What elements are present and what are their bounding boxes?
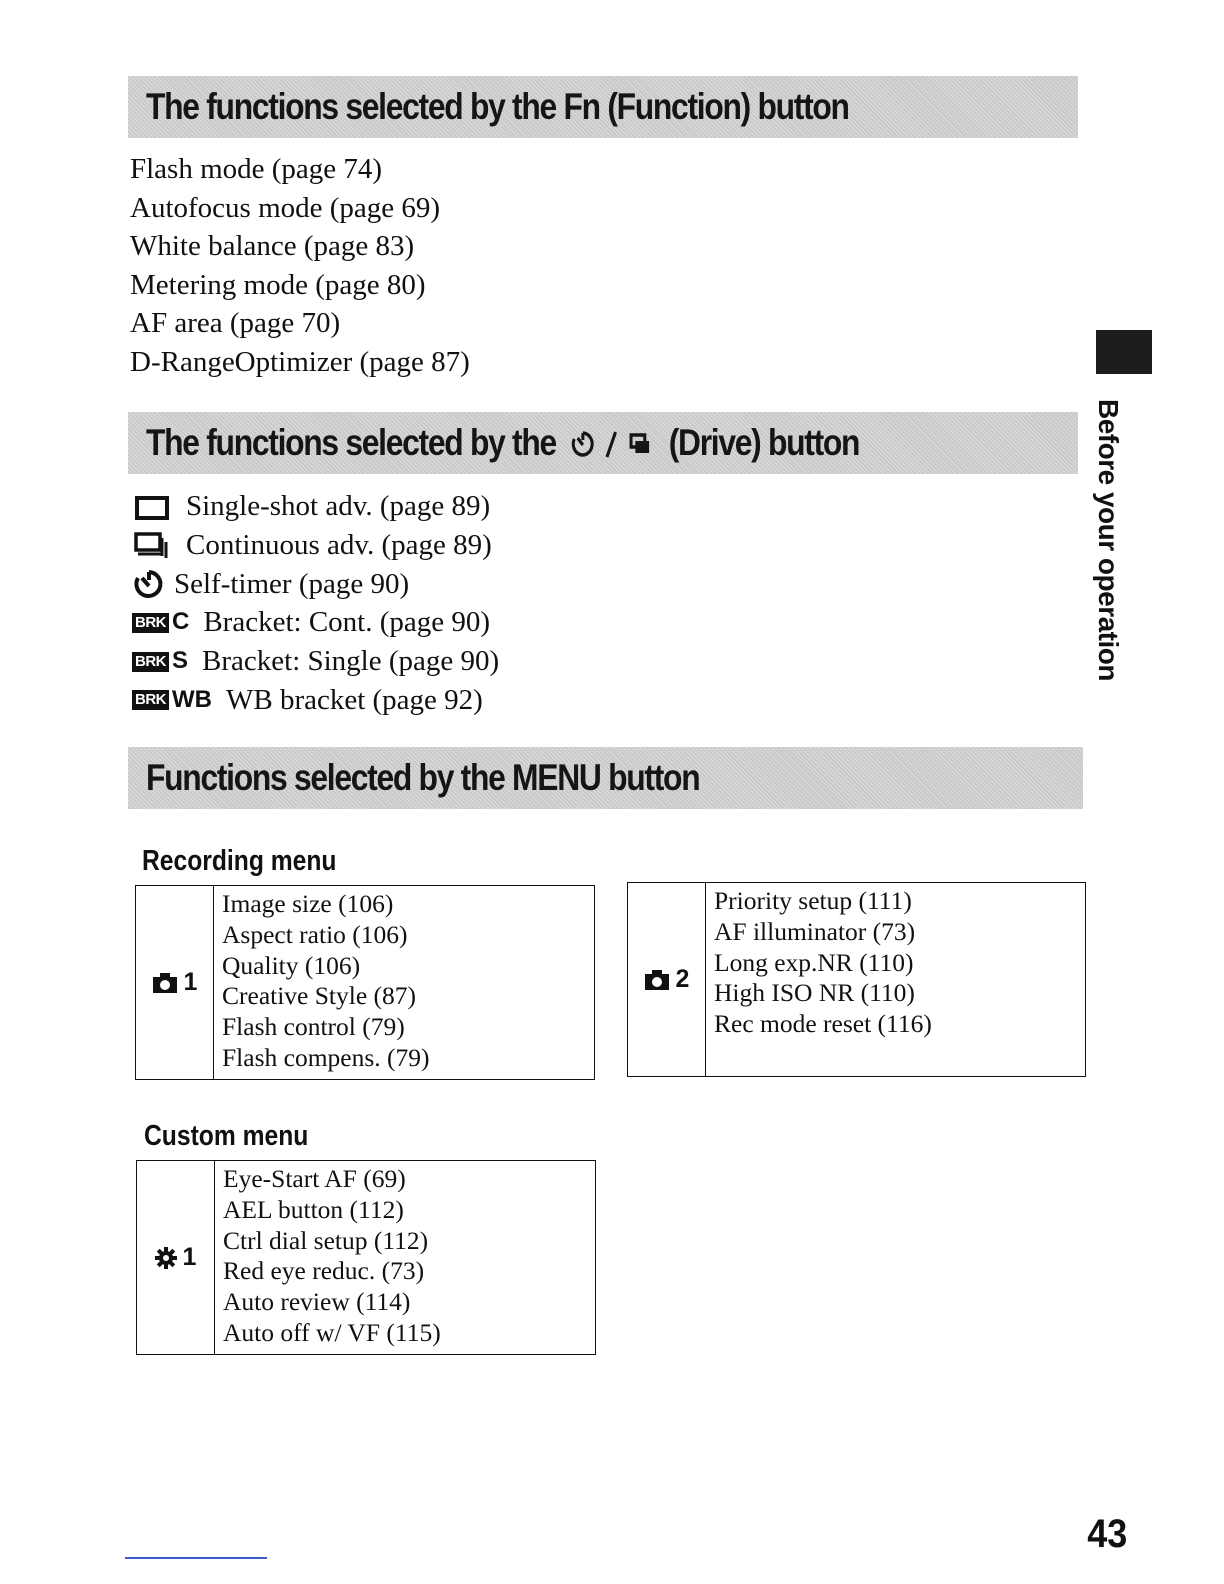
- menu-key: [136, 886, 214, 1079]
- single-shot-icon: [132, 491, 172, 521]
- fn-section-banner: [128, 76, 1078, 138]
- menu-item: Priority setup (111): [714, 886, 912, 915]
- menu-key-number: 1: [183, 968, 198, 996]
- chapter-side-label: [1088, 395, 1128, 685]
- menu-key-number: 2: [675, 965, 690, 993]
- brk-suffix: S: [172, 647, 189, 675]
- brk-badge: BRK: [132, 613, 169, 633]
- self-timer-icon: [570, 429, 596, 459]
- menu-item: AEL button (112): [223, 1194, 404, 1224]
- drive-section-title: [146, 422, 859, 464]
- recording-menu-heading: Recording menu: [142, 845, 337, 877]
- list-item: Autofocus mode (page 69): [130, 191, 441, 224]
- drive-item-label: WB bracket (page 92): [225, 683, 483, 716]
- menu-key: [628, 883, 706, 1076]
- menu-item: Long exp.NR (110): [714, 947, 914, 977]
- list-item: Metering mode (page 80): [130, 268, 426, 301]
- brk-suffix: WB: [172, 685, 212, 713]
- menu-items: [215, 1161, 441, 1354]
- menu-item: Red eye reduc. (73): [223, 1256, 425, 1286]
- menu-items: [706, 883, 932, 1076]
- continuous-icon: [132, 530, 172, 560]
- camera-icon: [152, 972, 178, 994]
- menu-items: [214, 886, 430, 1079]
- drive-title-before: The functions selected by the: [146, 422, 556, 463]
- list-item: White balance (page 83): [130, 230, 415, 262]
- menu-item: Auto review (114): [223, 1287, 411, 1317]
- bracket-icon: [132, 603, 189, 642]
- menu-item: Rec mode reset (116): [714, 1009, 932, 1039]
- continuous-icon: [628, 429, 652, 459]
- menu-section-title: Functions selected by the MENU button: [146, 757, 700, 798]
- recording-menu-table-1: [135, 885, 595, 1080]
- menu-section-banner: [128, 747, 1083, 809]
- chapter-side-label-text: Before your operation: [1093, 399, 1125, 681]
- drive-item-label: Bracket: Single (page 90): [202, 645, 500, 678]
- list-item: D-RangeOptimizer (page 87): [130, 345, 470, 378]
- bracket-icon: [132, 681, 212, 720]
- drive-item-label: Bracket: Cont. (page 90): [203, 606, 491, 639]
- drive-item-label: Single-shot adv. (page 89): [186, 490, 491, 522]
- brk-badge: BRK: [132, 690, 169, 710]
- menu-item: AF illuminator (73): [714, 916, 916, 946]
- drive-item-label: Continuous adv. (page 89): [186, 528, 492, 561]
- menu-item: Ctrl dial setup (112): [223, 1225, 429, 1255]
- slash-icon: [605, 429, 617, 459]
- list-item: [132, 642, 499, 681]
- menu-item: Aspect ratio (106): [222, 919, 408, 949]
- custom-menu-table-1: [136, 1160, 596, 1355]
- menu-key-number: 1: [182, 1243, 197, 1271]
- menu-item: Quality (106): [222, 950, 361, 980]
- fn-section-title: The functions selected by the Fn (Function) button: [146, 86, 849, 127]
- self-timer-icon: [132, 568, 166, 600]
- recording-menu-table-2: [627, 882, 1086, 1077]
- camera-icon: [644, 969, 670, 991]
- drive-item-label: Self-timer (page 90): [174, 567, 410, 600]
- drive-function-list: [132, 487, 499, 720]
- bracket-icon: [132, 642, 188, 681]
- drive-section-banner: [128, 412, 1078, 474]
- menu-item: Auto off w/ VF (115): [223, 1317, 441, 1347]
- list-item: [132, 603, 499, 642]
- custom-menu-heading: Custom menu: [144, 1120, 309, 1152]
- list-item: [132, 526, 499, 565]
- menu-item: Eye-Start AF (69): [223, 1164, 406, 1193]
- page-number: 43: [1086, 1512, 1127, 1556]
- brk-suffix: C: [172, 608, 190, 636]
- list-item: [132, 487, 499, 526]
- footer-rule: [125, 1557, 267, 1559]
- chapter-tab-marker: [1096, 330, 1152, 374]
- gear-icon: [155, 1247, 177, 1269]
- list-item: AF area (page 70): [130, 307, 341, 339]
- brk-badge: BRK: [132, 652, 169, 672]
- menu-key: [137, 1161, 215, 1354]
- fn-function-list: [130, 150, 470, 381]
- menu-item: High ISO NR (110): [714, 978, 915, 1008]
- menu-item: Flash compens. (79): [222, 1042, 430, 1072]
- menu-item: Creative Style (87): [222, 981, 417, 1011]
- menu-item: Flash control (79): [222, 1012, 405, 1042]
- menu-item: Image size (106): [222, 889, 394, 918]
- list-item: [132, 565, 499, 604]
- list-item: [132, 681, 499, 720]
- list-item: Flash mode (page 74): [130, 153, 383, 185]
- drive-title-after: (Drive) button: [668, 422, 860, 463]
